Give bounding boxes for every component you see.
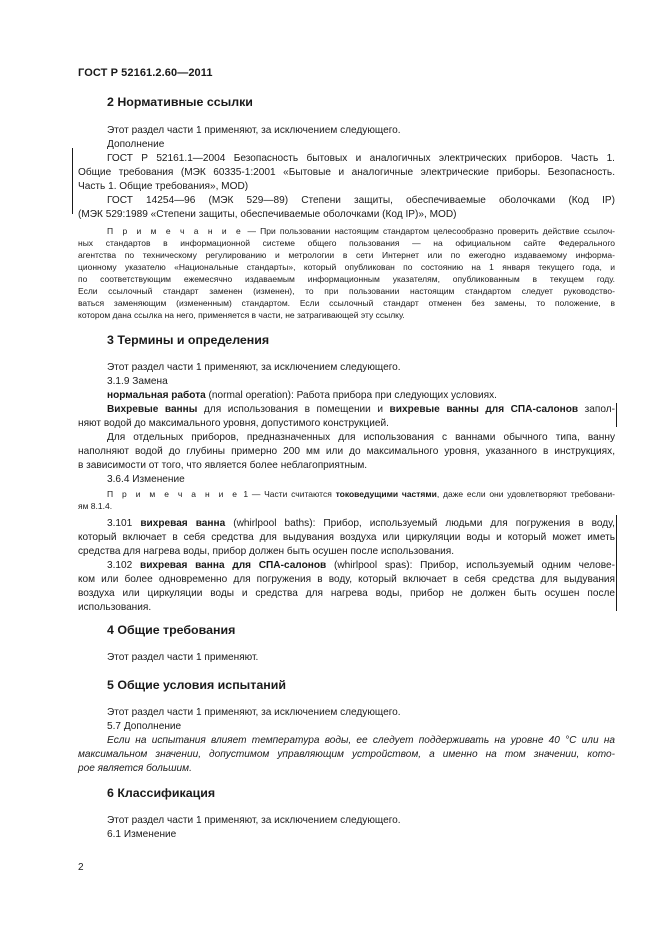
s2-line-6: ГОСТ 14254—96 (МЭК 529—89) Степени защиты, обеспечиваемые оболочками (Код IP) [107,195,615,206]
s3-def-3101-line-3: средства для нагрева воды, прибор должен быть осушен после использования. [78,546,455,557]
s3-line-1: Этот раздел части 1 применяют, за исключением следующего. [107,362,401,373]
s3-def-3102-line-3: воздуха или циркуляции воды и средства для нагрева воды, прибор не должен быть осушен после [78,588,615,599]
section-3-title: 3 Термины и определения [107,333,270,347]
s6-line-2: 6.1 Изменение [107,829,177,840]
s2-note-line-1: П р и м е ч а н и е — При пользовании настоящим стандартом целесообразно проверить действие ссылоч- [107,226,615,236]
s3-line-8: в зависимости от того, что является более неблагоприятным. [78,460,368,471]
s2-line-5: Часть 1. Общие требования», MOD) [78,181,249,192]
change-bar-s3-a [616,403,617,427]
s5-line-5: рое является большим. [78,763,192,774]
s2-note-line-5: по соответствующим ежемесячно издаваемым информационным указателям, опубликованным в текущем году. [78,274,615,284]
s3-line-4: Вихревые ванны для использования в помещении и вихревые ванны для СПА-салонов запол- [107,404,615,415]
s5-line-1: Этот раздел части 1 применяют, за исключением следующего. [107,707,401,718]
s2-line-3: ГОСТ Р 52161.1—2004 Безопасность бытовых и аналогичных электрических приборов. Часть 1. [107,153,615,164]
section-4-title: 4 Общие требования [107,623,236,637]
s2-line-1: Этот раздел части 1 применяют, за исключением следующего. [107,125,401,136]
s3-line-3: нормальная работа (normal operation): Работа прибора при следующих условиях. [107,390,497,401]
document-header: ГОСТ Р 52161.2.60—2011 [78,67,213,79]
s5-line-3: Если на испытания влияет температура воды, ее следует поддерживать на уровне 40 °С или на [107,735,615,746]
s5-line-2: 5.7 Дополнение [107,721,182,732]
change-bar-s2 [72,148,73,214]
s2-note-line-3: агентства по техническому регулированию и метрологии в сети Интернет или по ежегодно издаваемому информа- [78,250,615,260]
s2-line-4: Общие требования (МЭК 60335-1:2001 «Бытовые и аналогичные электрические приборы. Безопасность. [78,167,615,178]
section-5-title: 5 Общие условия испытаний [107,678,286,692]
s2-note-line-4: ционному указателю «Национальные стандарты», который опубликован по состоянию на 1 января текущего года, и [78,262,615,272]
s2-line-7: (МЭК 529:1989 «Степени защиты, обеспечиваемые оболочками (Код IP)», MOD) [78,209,457,220]
s2-note-line-8: котором дана ссылка на него, применяется в части, не затрагивающей эту ссылку. [78,310,405,320]
s3-def-3102-line-2: ком или более одновременно для погружения в воду, который включает в себя средства для выдувания [78,574,615,585]
s6-line-1: Этот раздел части 1 применяют, за исключением следующего. [107,815,401,826]
s2-note-line-2: ных стандартов в информационной системе общего пользования — на официальном сайте Федерального [78,238,615,248]
s2-line-2: Дополнение [107,139,165,150]
s3-note-line-2: ям 8.1.4. [78,501,113,511]
s4-line-1: Этот раздел части 1 применяют. [107,652,259,663]
s2-note-line-6: Если ссылочный стандарт заменен (изменен), то при пользовании настоящим стандартом следует руководство- [78,286,615,296]
s3-line-2: 3.1.9 Замена [107,376,168,387]
s3-line-6: Для отдельных приборов, предназначенных для использования с ваннами обычного типа, ванну [107,432,615,443]
s3-line-9: 3.6.4 Изменение [107,474,185,485]
s3-def-3101-line-2: который включает в себя средства для выдувания воздуха или циркуляции воды и который может иметь [78,532,615,543]
s2-note-line-7: ваться заменяющим (измененным) стандартом. Если ссылочный стандарт отменен без замены, то положение, в [78,298,615,308]
section-2-title: 2 Нормативные ссылки [107,95,253,109]
s3-def-3102-line-4: использования. [78,602,152,613]
s3-line-5: няют водой до максимального уровня, допустимого конструкцией. [78,418,389,429]
s3-line-7: наполняют водой до глубины примерно 200 мм или до максимального уровня, указанного в инструкциях, [78,446,615,457]
s3-note-line-1: П р и м е ч а н и е 1 — Части считаются токоведущими частями, даже если они удовлетворяют требовани- [107,489,615,499]
s5-line-4: максимальном значении, допустимом управляющим устройством, а именно на том значении, кото- [78,749,615,760]
s3-def-3101-line-1: 3.101 вихревая ванна (whirlpool baths): Прибор, используемый людьми для погружения в воду, [107,518,615,529]
page-number: 2 [78,862,84,873]
s3-def-3102-line-1: 3.102 вихревая ванна для СПА-салонов (whirlpool spas): Прибор, используемый одним челове- [107,560,615,571]
section-6-title: 6 Классификация [107,786,216,800]
change-bar-s3-b [616,515,617,611]
